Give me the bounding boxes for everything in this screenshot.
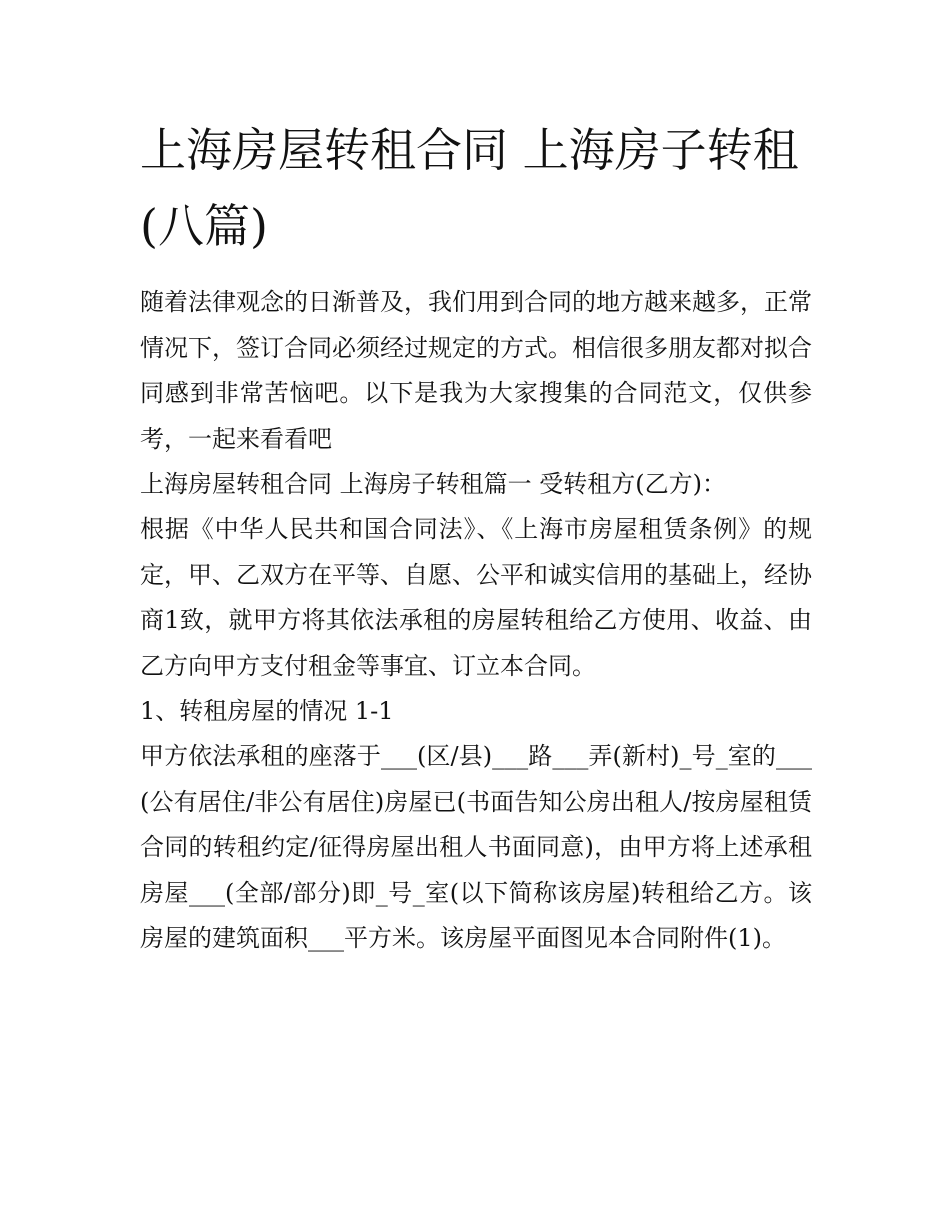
contract-heading: 上海房屋转租合同 上海房子转租篇一 受转租方(乙方)： bbox=[140, 470, 726, 498]
intro-paragraph: 随着法律观念的日渐普及，我们用到合同的地方越来越多，正常情况下，签订合同必须经过规定的方式。相信很多朋友都对拟合同感到非常苦恼吧。以下是我为大家搜集的合同范文，仅供参考，一起来看看吧 bbox=[140, 288, 812, 453]
section-heading: 1、转租房屋的情况 1-1 bbox=[140, 697, 394, 725]
section-paragraph: 甲方依法承租的座落于___(区/县)___路___弄(新村)_号_室的___(公有居住/非公有居住)房屋已(书面告知公房出租人/按房屋租赁合同的转租约定/征得房屋出租人书面同意)，由甲方将上述承租房屋___(全部/部分)即_号_室(以下简称该房屋)转租给乙方。该房屋的建筑面积___平方米。该房屋平面图见本合同附件(1)。 bbox=[140, 742, 812, 952]
document-body bbox=[140, 280, 812, 962]
basis-paragraph: 根据《中华人民共和国合同法》、《上海市房屋租赁条例》的规定，甲、乙双方在平等、自愿、公平和诚实信用的基础上，经协商1致，就甲方将其依法承租的房屋转租给乙方使用、收益、由乙方向甲方支付租金等事宜、订立本合同。 bbox=[140, 515, 812, 680]
document-title: 上海房屋转租合同 上海房子转租(八篇) bbox=[140, 123, 799, 253]
